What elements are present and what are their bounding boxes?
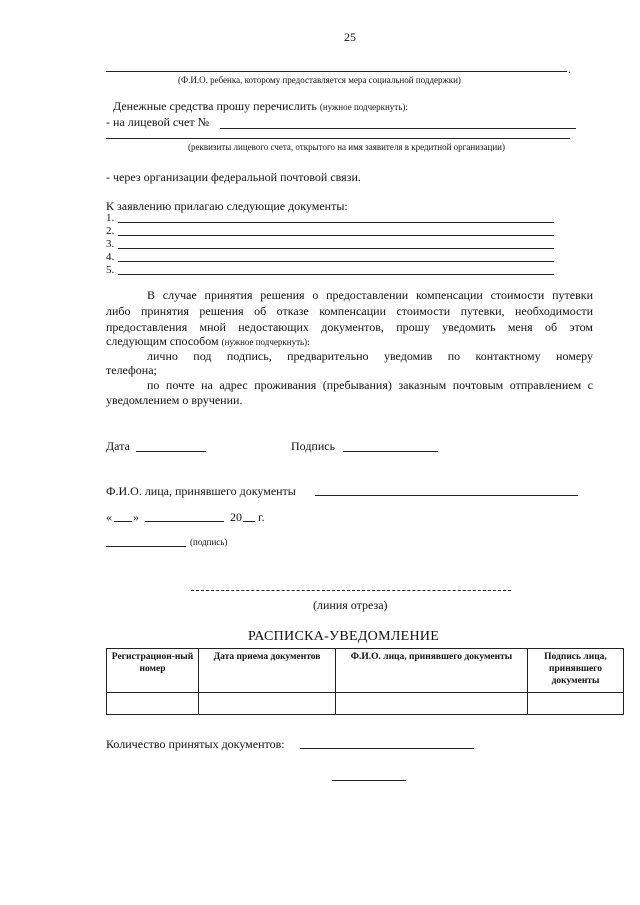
attachment-field-5[interactable]	[118, 274, 554, 275]
account-option-label: - на лицевой счет №	[106, 115, 210, 129]
column-receiver-name: Ф.И.О. лица, принявшего документы	[336, 649, 528, 693]
receiver-signature-field[interactable]	[106, 546, 186, 547]
attachment-field-3[interactable]	[118, 248, 554, 249]
attachment-field-2[interactable]	[118, 235, 554, 236]
registration-number-cell[interactable]	[107, 693, 199, 715]
cut-line-label: (линия отреза)	[313, 598, 388, 612]
signature-caption: (подпись)	[190, 537, 228, 547]
postal-option-label: - через организации федеральной почтовой связи.	[106, 170, 361, 184]
date-label: Дата	[106, 439, 130, 453]
notify-paragraph-line2: либо принятия решения об отказе компенсации стоимости путевки, необходимости	[106, 304, 593, 318]
child-name-caption: (Ф.И.О. ребенка, которому предоставляется мера социальной поддержки)	[178, 75, 461, 85]
column-acceptance-date: Дата приема документов	[199, 649, 336, 693]
page-number: 25	[344, 30, 356, 44]
receipt-header-row	[107, 649, 624, 693]
receiver-name-cell[interactable]	[336, 693, 528, 715]
child-name-period: .	[568, 62, 571, 76]
option-phone-line1: лично под подпись, предварительно уведомив по контактному номеру	[147, 349, 593, 363]
account-details-field[interactable]	[106, 138, 570, 139]
accepted-count-field[interactable]	[300, 748, 474, 749]
attachment-field-4[interactable]	[118, 261, 554, 262]
account-number-field[interactable]	[220, 128, 576, 129]
transfer-request	[113, 99, 408, 114]
acceptance-date-cell[interactable]	[199, 693, 336, 715]
child-name-field[interactable]	[106, 71, 567, 72]
signature-field[interactable]	[343, 451, 438, 452]
option-mail-line2: уведомлением о вручении.	[106, 393, 243, 407]
receiver-signature-cell[interactable]	[528, 693, 624, 715]
notify-paragraph-line1: В случае принятия решения о предоставлении компенсации стоимости путевки	[147, 288, 593, 302]
receiver-name-field[interactable]	[315, 495, 578, 496]
day-field[interactable]	[114, 521, 132, 522]
receipt-table	[106, 648, 624, 715]
transfer-hint: (нужное подчеркнуть):	[319, 102, 408, 112]
year-suffix: г.	[258, 510, 265, 524]
receipt-entry-row	[107, 693, 624, 715]
year-prefix: 20	[230, 510, 242, 524]
accepted-count-label: Количество принятых документов:	[106, 737, 285, 751]
year-field[interactable]	[243, 521, 255, 522]
month-field[interactable]	[145, 521, 224, 522]
date-close-quote: »	[133, 510, 139, 524]
attachment-number-2: 2.	[106, 225, 115, 237]
attachment-field-1[interactable]	[118, 222, 554, 223]
cut-line	[191, 590, 511, 591]
account-caption: (реквизиты лицевого счета, открытого на имя заявителя в кредитной организации)	[188, 142, 505, 152]
option-phone-line2: телефона;	[106, 363, 157, 377]
column-receiver-signature: Подпись лица, принявшего документы	[528, 649, 624, 693]
receipt-title: РАСПИСКА-УВЕДОМЛЕНИЕ	[248, 629, 440, 644]
attachments-heading: К заявлению прилагаю следующие документы:	[106, 199, 348, 213]
option-mail-line1: по почте на адрес проживания (пребывания) заказным почтовым отправлением с	[147, 378, 593, 392]
attachment-number-3: 3.	[106, 238, 115, 250]
date-field[interactable]	[136, 451, 206, 452]
notify-paragraph-line4	[106, 334, 310, 349]
signature-label: Подпись	[291, 439, 336, 453]
attachment-number-4: 4.	[106, 251, 115, 263]
date-open-quote: «	[106, 510, 112, 524]
attachment-number-5: 5.	[106, 264, 115, 276]
transfer-request-text: Денежные средства прошу перечислить	[113, 99, 317, 113]
attachment-number-1: 1.	[106, 212, 115, 224]
closing-rule	[332, 780, 406, 781]
notify-method-text: следующим способом	[106, 334, 219, 348]
notify-method-hint: (нужное подчеркнуть):	[221, 337, 310, 347]
column-registration-number: Регистрацион-ный номер	[107, 649, 199, 693]
receiver-label: Ф.И.О. лица, принявшего документы	[106, 484, 296, 498]
notify-paragraph-line3: предоставления мной недостающих документов, прошу уведомить меня об этом	[106, 320, 593, 334]
